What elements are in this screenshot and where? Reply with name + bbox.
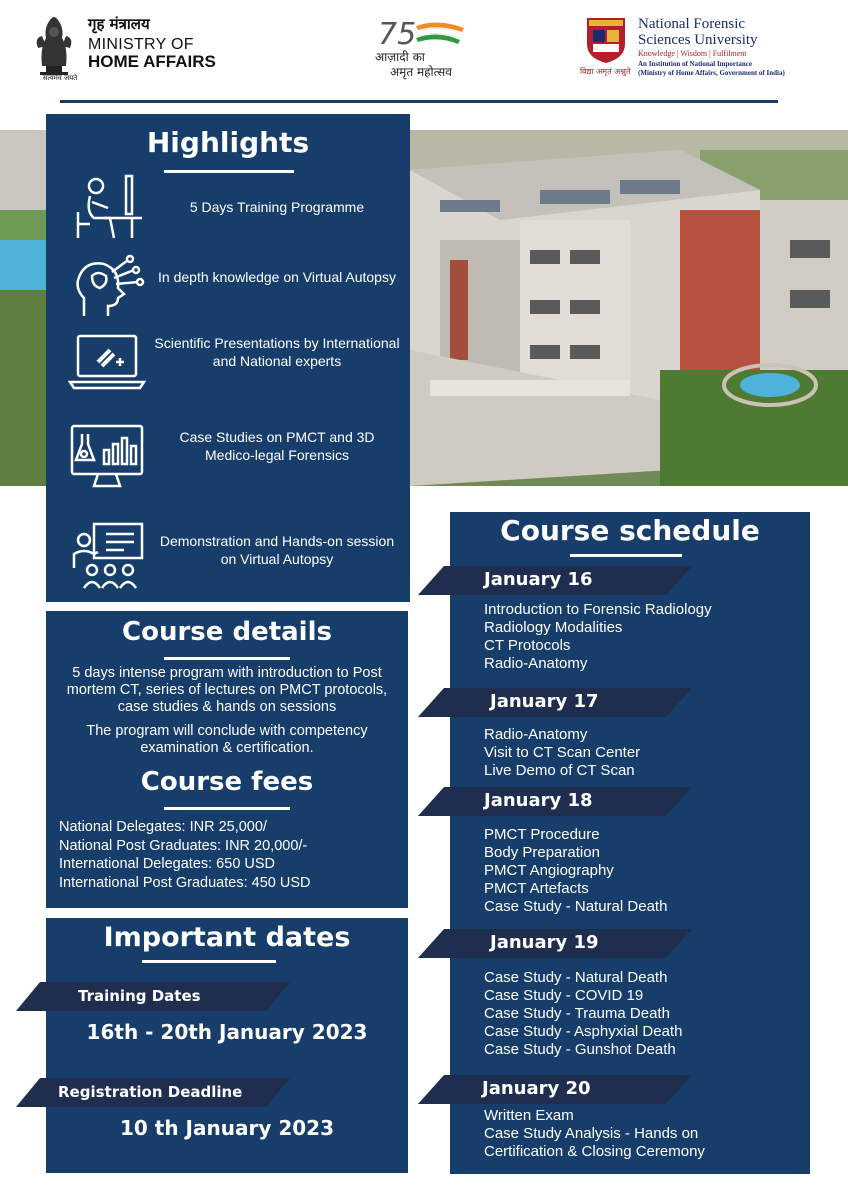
schedule-item: Case Study - Asphyxial Death: [484, 1023, 683, 1040]
laptop-presentation-icon: [68, 326, 146, 398]
schedule-item: Case Study - Gunshot Death: [484, 1041, 676, 1058]
schedule-day-date: January 20: [482, 1078, 591, 1099]
important-dates-panel: [46, 918, 408, 1173]
course-schedule-title: Course schedule: [500, 514, 760, 547]
schedule-item: PMCT Procedure: [484, 826, 600, 843]
training-dates-label: Training Dates: [78, 987, 201, 1005]
page-header: [0, 0, 848, 100]
lab-monitor-icon: [68, 420, 146, 492]
schedule-day-date: January 19: [490, 932, 599, 953]
schedule-item: PMCT Angiography: [484, 862, 614, 879]
course-details-title: Course details: [122, 617, 332, 647]
schedule-item: Written Exam: [484, 1107, 574, 1124]
highlight-text: 5 Days Training Programme: [189, 199, 365, 215]
schedule-item: Case Study Analysis - Hands on: [484, 1125, 699, 1142]
schedule-item: Visit to CT Scan Center: [484, 744, 641, 761]
schedule-item: Body Preparation: [484, 844, 600, 861]
highlights-title: Highlights: [146, 126, 310, 159]
ministry-hindi-name: गृह मंत्रालय: [88, 15, 150, 33]
schedule-item: Case Study - Natural Death: [484, 969, 668, 986]
brain-network-icon: [68, 250, 146, 322]
schedule-day-date: January 16: [484, 569, 593, 590]
emblem-caption: सत्यमेव जयते: [42, 74, 78, 82]
akam-text-line1: आज़ादी का: [375, 50, 425, 64]
schedule-item: PMCT Artefacts: [484, 880, 589, 897]
university-institution-note: An Institution of National Importance: [638, 60, 752, 68]
ministry-name-line2: HOME AFFAIRS: [88, 52, 216, 71]
university-ministry-note: (Ministry of Home Affairs, Government of India): [638, 69, 785, 77]
schedule-item: Radio-Anatomy: [484, 655, 588, 672]
registration-deadline-value: 10 th January 2023: [120, 1116, 334, 1140]
schedule-item: Case Study - COVID 19: [484, 987, 644, 1004]
course-details-paragraph: 5 days intense program with introduction to Post mortem CT, series of lectures on PMCT protocols, case studies & hands on sessions: [66, 665, 388, 715]
fee-line: International Post Graduates: 450 USD: [59, 875, 311, 891]
important-dates-title: Important dates: [103, 922, 351, 953]
registration-deadline-label: Registration Deadline: [58, 1083, 243, 1101]
highlight-text: In depth knowledge on Virtual Autopsy: [158, 269, 396, 285]
course-schedule-panel: [450, 512, 810, 1174]
important-dates-underline: [142, 960, 276, 963]
fee-line: International Delegates: 650 USD: [59, 856, 276, 872]
course-details-conclusion: The program will conclude with competency examination & certification.: [86, 723, 368, 756]
schedule-item: Radiology Modalities: [484, 619, 623, 636]
course-details-panel: [46, 611, 408, 908]
schedule-day-date: January 18: [484, 790, 593, 811]
svg-text:75: 75: [378, 17, 417, 52]
fee-line: National Delegates: INR 25,000/: [59, 819, 267, 835]
ministry-name-line1: MINISTRY OF: [88, 36, 194, 53]
highlight-text: Scientific Presentations by International and National experts: [154, 335, 400, 369]
nfsu-crest-icon: [585, 14, 627, 64]
training-dates-value: 16th - 20th January 2023: [86, 1020, 368, 1044]
akam-text-line2: अमृत महोत्सव: [390, 65, 452, 79]
schedule-item: CT Protocols: [484, 637, 571, 654]
schedule-item: Case Study - Trauma Death: [484, 1005, 670, 1022]
course-details-underline: [164, 657, 290, 660]
highlight-text: Demonstration and Hands-on session on Virtual Autopsy: [159, 533, 395, 567]
schedule-item: Live Demo of CT Scan: [484, 762, 635, 779]
schedule-item: Case Study - Natural Death: [484, 898, 668, 915]
fee-line: National Post Graduates: INR 20,000/-: [59, 838, 308, 854]
university-name-line1: National Forensic: [638, 16, 746, 32]
highlight-text: Case Studies on PMCT and 3D Medico-legal Forensics: [179, 429, 375, 463]
header-divider: [60, 100, 778, 103]
highlights-panel: [46, 114, 410, 602]
schedule-item: Introduction to Forensic Radiology: [484, 601, 712, 618]
highlights-underline: [164, 170, 294, 173]
desk-worker-icon: [68, 172, 146, 244]
university-motto: Knowledge | Wisdom | Fulfilment: [638, 49, 747, 58]
schedule-day-date: January 17: [490, 691, 599, 712]
course-schedule-underline: [570, 554, 682, 557]
schedule-item: Radio-Anatomy: [484, 726, 588, 743]
schedule-item: Certification & Closing Ceremony: [484, 1143, 705, 1160]
course-fees-title: Course fees: [140, 767, 314, 797]
course-fees-underline: [164, 807, 290, 810]
university-hindi-motto: विद्या अमृतं अश्नुते: [580, 67, 631, 76]
university-name-line2: Sciences University: [638, 32, 758, 48]
presenter-audience-icon: [68, 518, 146, 590]
